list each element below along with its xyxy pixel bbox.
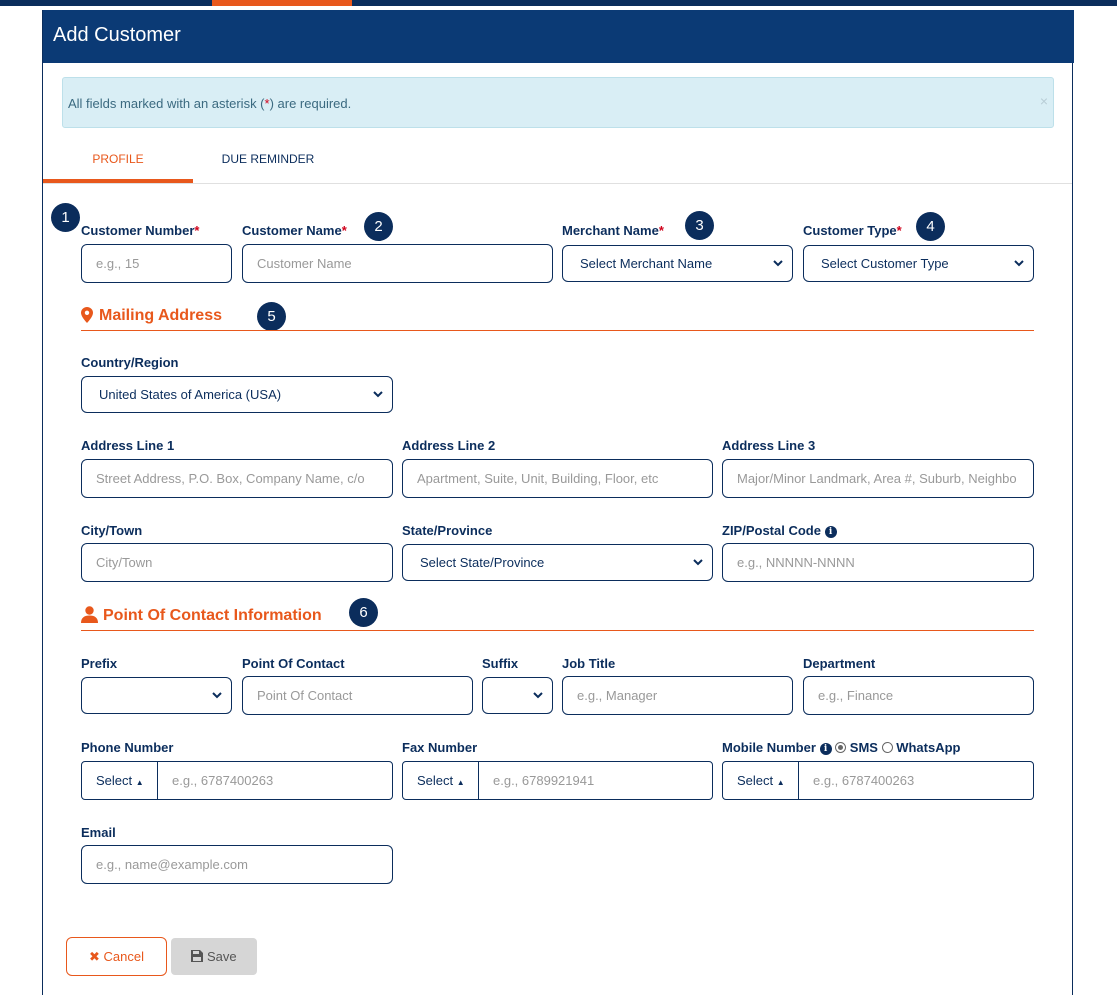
fax-country-select[interactable]: [403, 762, 479, 799]
customer-name-label: [242, 223, 347, 238]
section-divider: [81, 330, 1034, 331]
section-divider: [81, 630, 1034, 631]
tab-profile[interactable]: PROFILE: [43, 140, 193, 183]
required-asterisk: *: [896, 223, 902, 238]
save-label: Save: [206, 949, 237, 964]
address-line-1-input[interactable]: Street Address, P.O. Box, Company Name, c/o: [81, 459, 393, 498]
phone-country-select[interactable]: [82, 762, 158, 799]
state-label: State/Province: [402, 523, 493, 538]
whatsapp-radio[interactable]: [882, 742, 893, 753]
user-icon: [81, 606, 98, 623]
close-icon: ✖: [89, 949, 100, 964]
customer-number-label-text: Customer Number: [81, 223, 195, 238]
address-line-3-input[interactable]: Major/Minor Landmark, Area #, Suburb, Neighbo: [722, 459, 1034, 498]
required-asterisk: *: [658, 223, 664, 238]
suffix-label: Suffix: [482, 656, 519, 671]
alert-asterisk: *: [264, 96, 270, 111]
caret-up-icon: ▲: [135, 778, 144, 787]
chevron-down-icon: [211, 689, 223, 701]
card-header: [43, 10, 1074, 63]
merchant-name-value: Select Merchant Name: [580, 256, 713, 271]
customer-name-input[interactable]: Customer Name: [242, 244, 553, 283]
address-line-2-label: Address Line 2: [402, 438, 496, 453]
email-input[interactable]: e.g., name@example.com: [81, 845, 393, 884]
chevron-down-icon: [692, 556, 704, 568]
map-pin-icon: [81, 307, 93, 323]
city-label: City/Town: [81, 523, 143, 538]
fax-input-group: [402, 761, 713, 800]
prefix-label: Prefix: [81, 656, 118, 671]
alert-text-end: ) are required.: [269, 96, 352, 111]
cancel-label: Cancel: [103, 949, 144, 964]
tab-bar: [43, 140, 1072, 184]
top-navigation-bar: [0, 0, 1117, 6]
address-line-3-label: Address Line 3: [722, 438, 816, 453]
customer-number-label: [81, 223, 199, 238]
poc-input[interactable]: Point Of Contact: [242, 676, 473, 715]
mailing-address-title: Mailing Address: [99, 307, 222, 324]
step-badge-3: 3: [685, 211, 714, 240]
zip-label: [722, 523, 837, 538]
required-asterisk: *: [194, 223, 200, 238]
sms-label: SMS: [849, 740, 878, 755]
phone-label: Phone Number: [81, 740, 174, 755]
job-title-input[interactable]: e.g., Manager: [562, 676, 793, 715]
merchant-name-select[interactable]: [562, 245, 793, 282]
prefix-select[interactable]: [81, 677, 232, 714]
fax-label: Fax Number: [402, 740, 478, 755]
cancel-button[interactable]: [66, 937, 167, 976]
required-fields-alert: [62, 77, 1054, 128]
zip-input[interactable]: e.g., NNNNN-NNNN: [722, 543, 1034, 582]
chevron-down-icon: [372, 388, 384, 400]
country-label: Country/Region: [81, 355, 179, 370]
city-input[interactable]: City/Town: [81, 543, 393, 582]
customer-type-value: Select Customer Type: [821, 256, 949, 271]
required-asterisk: *: [341, 223, 347, 238]
close-icon[interactable]: ×: [1039, 93, 1048, 109]
mobile-input[interactable]: e.g., 6787400263: [813, 773, 915, 788]
phone-input[interactable]: e.g., 6787400263: [172, 773, 274, 788]
chevron-down-icon: [772, 257, 784, 269]
chevron-down-icon: [532, 689, 544, 701]
customer-name-label-text: Customer Name: [242, 223, 342, 238]
caret-up-icon: ▲: [776, 778, 785, 787]
save-button[interactable]: [171, 938, 257, 975]
phone-input-group: [81, 761, 393, 800]
step-badge-4: 4: [916, 212, 945, 241]
whatsapp-label: WhatsApp: [896, 740, 961, 755]
customer-type-label: [803, 223, 902, 238]
caret-up-icon: ▲: [456, 778, 465, 787]
country-select[interactable]: [81, 376, 393, 413]
zip-label-text: ZIP/Postal Code: [722, 523, 821, 538]
save-icon: [191, 950, 203, 962]
poc-label: Point Of Contact: [242, 656, 345, 671]
fax-select-label: Select: [417, 773, 454, 788]
chevron-down-icon: [1013, 257, 1025, 269]
step-badge-2: 2: [364, 212, 393, 241]
tab-due-reminder[interactable]: DUE REMINDER: [221, 152, 315, 166]
job-title-label: Job Title: [562, 656, 616, 671]
state-select[interactable]: [402, 544, 713, 581]
mobile-select-label: Select: [737, 773, 774, 788]
phone-select-label: Select: [96, 773, 133, 788]
suffix-select[interactable]: [482, 677, 553, 714]
alert-text-start: All fields marked with an asterisk (: [68, 96, 265, 111]
active-nav-indicator: [212, 0, 352, 6]
customer-type-select[interactable]: [803, 245, 1034, 282]
customer-number-input[interactable]: e.g., 15: [81, 244, 232, 283]
merchant-name-label: [562, 223, 664, 238]
merchant-name-label-text: Merchant Name: [562, 223, 659, 238]
step-badge-5: 5: [257, 302, 286, 331]
department-input[interactable]: e.g., Finance: [803, 676, 1034, 715]
address-line-2-input[interactable]: Apartment, Suite, Unit, Building, Floor, etc: [402, 459, 713, 498]
customer-type-label-text: Customer Type: [803, 223, 897, 238]
info-icon[interactable]: i: [825, 526, 837, 538]
page-title: Add Customer: [53, 24, 181, 46]
address-line-1-label: Address Line 1: [81, 438, 175, 453]
step-badge-1: 1: [51, 203, 80, 232]
department-label: Department: [803, 656, 876, 671]
email-label: Email: [81, 825, 116, 840]
country-value: United States of America (USA): [99, 387, 282, 402]
fax-input[interactable]: e.g., 6789921941: [493, 773, 595, 788]
mobile-input-group: [722, 761, 1034, 800]
alert-text: [68, 96, 351, 111]
mobile-label: [722, 740, 960, 755]
state-value: Select State/Province: [420, 555, 545, 570]
step-badge-6: 6: [349, 598, 378, 627]
sms-radio[interactable]: [835, 742, 846, 753]
mobile-country-select[interactable]: [723, 762, 799, 799]
mobile-label-text: Mobile Number: [722, 740, 816, 755]
contact-info-title: Point Of Contact Information: [103, 607, 322, 624]
info-icon[interactable]: i: [820, 743, 832, 755]
